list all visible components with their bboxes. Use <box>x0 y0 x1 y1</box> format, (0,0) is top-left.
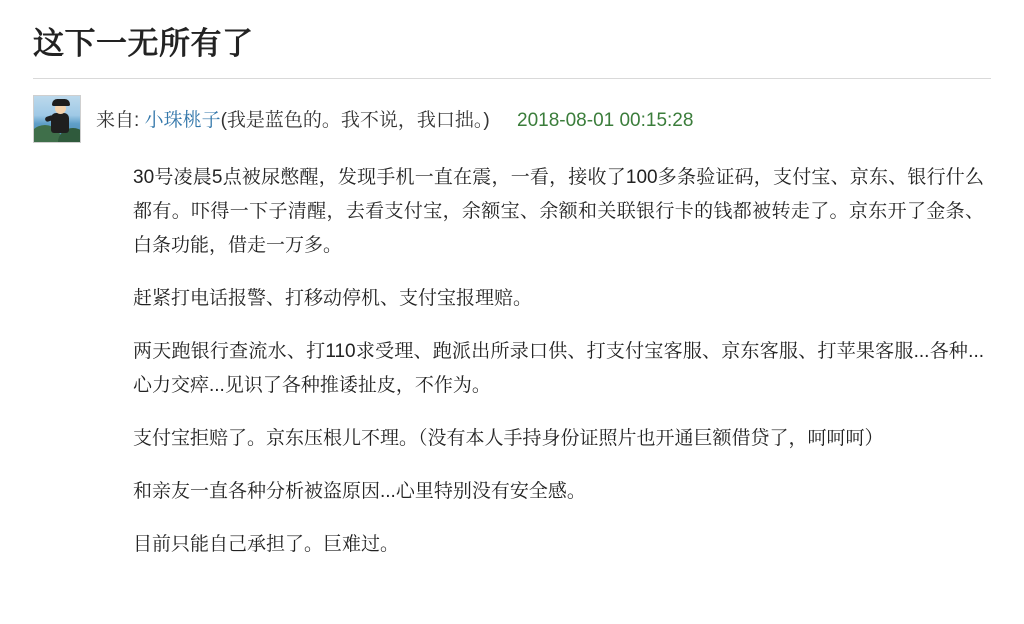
post-paragraph: 赶紧打电话报警、打移动停机、支付宝报理赔。 <box>133 288 533 309</box>
post-paragraph: 30号凌晨5点被尿憋醒，发现手机一直在震，一看，接收了100多条验证码，支付宝、京东、银行什么都有。吓得一下子清醒，去看支付宝，余额宝、余额和关联银行卡的钱都被转走了。京东开了金条、白条功能，借走一万多。 <box>133 167 984 256</box>
post-timestamp: 2018-08-01 00:15:28 <box>517 110 694 131</box>
post-paragraph: 支付宝拒赔了。京东压根儿不理。（没有本人手持身份证照片也开通巨额借贷了，呵呵呵） <box>133 428 884 449</box>
from-label: 来自: <box>96 110 140 131</box>
post-meta <box>0 79 1024 143</box>
page-title: 这下一无所有了 <box>33 26 254 61</box>
avatar[interactable] <box>33 95 81 143</box>
author-note: (我是蓝色的。我不说，我口拙。) <box>220 110 490 131</box>
post-paragraph: 目前只能自己承担了。巨难过。 <box>133 534 400 555</box>
avatar-figure-hat-icon <box>52 99 70 106</box>
post-paragraph: 和亲友一直各种分析被盗原因...心里特别没有安全感。 <box>133 481 586 502</box>
post-paragraph: 两天跑银行查流水、打110求受理、跑派出所录口供、打支付宝客服、京东客服、打苹果客服...各种...心力交瘁...见识了各种推诿扯皮，不作为。 <box>133 341 984 396</box>
meta-text <box>81 95 693 134</box>
post-body <box>0 143 1024 562</box>
author-link[interactable]: 小珠桃子 <box>144 110 221 131</box>
